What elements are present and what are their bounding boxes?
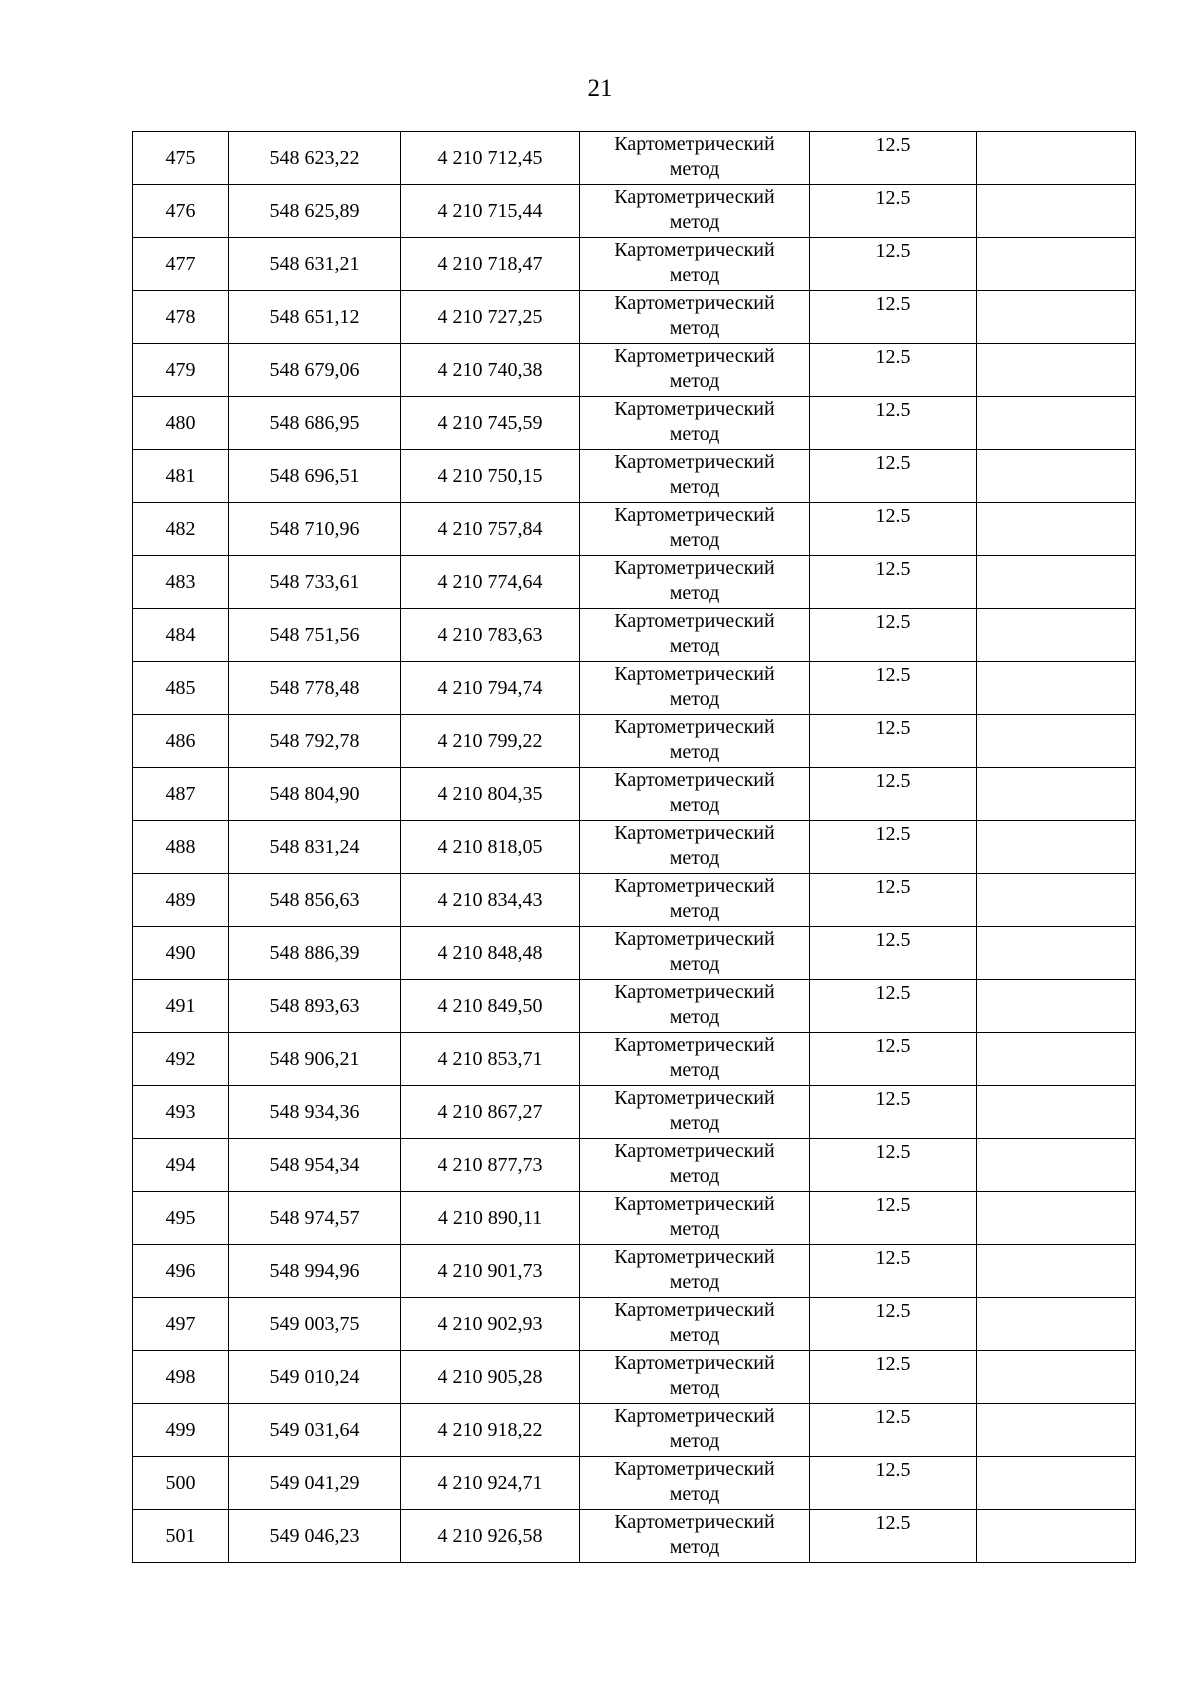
point-number-cell: 487 xyxy=(133,768,229,821)
x-coordinate-cell: 548 625,89 xyxy=(229,185,401,238)
y-coordinate-cell: 4 210 905,28 xyxy=(401,1351,580,1404)
method-line-2: метод xyxy=(669,1483,720,1505)
accuracy-cell: 12.5 xyxy=(810,556,977,609)
note-cell xyxy=(977,238,1136,291)
accuracy-cell: 12.5 xyxy=(810,662,977,715)
y-coordinate-cell: 4 210 799,22 xyxy=(401,715,580,768)
x-coordinate-cell: 548 886,39 xyxy=(229,927,401,980)
accuracy-cell: 12.5 xyxy=(810,238,977,291)
method-line-2: метод xyxy=(669,370,720,392)
y-coordinate-cell: 4 210 783,63 xyxy=(401,609,580,662)
x-coordinate-cell: 549 031,64 xyxy=(229,1404,401,1457)
note-cell xyxy=(977,1404,1136,1457)
table-row xyxy=(133,291,1136,344)
method-cell xyxy=(580,556,810,609)
table-row xyxy=(133,1192,1136,1245)
note-cell xyxy=(977,344,1136,397)
accuracy-cell: 12.5 xyxy=(810,185,977,238)
table-row xyxy=(133,768,1136,821)
method-line-2: метод xyxy=(669,476,720,498)
method-line-2: метод xyxy=(669,211,720,233)
point-number-cell: 485 xyxy=(133,662,229,715)
method-cell xyxy=(580,927,810,980)
method-line-2: метод xyxy=(669,158,720,180)
point-number-cell: 491 xyxy=(133,980,229,1033)
method-line-1: Картометрический xyxy=(614,1087,775,1109)
method-cell xyxy=(580,1510,810,1563)
point-number-cell: 501 xyxy=(133,1510,229,1563)
accuracy-cell: 12.5 xyxy=(810,1351,977,1404)
point-number-cell: 495 xyxy=(133,1192,229,1245)
y-coordinate-cell: 4 210 727,25 xyxy=(401,291,580,344)
table-row xyxy=(133,1457,1136,1510)
accuracy-cell: 12.5 xyxy=(810,980,977,1033)
x-coordinate-cell: 548 651,12 xyxy=(229,291,401,344)
accuracy-cell: 12.5 xyxy=(810,1404,977,1457)
method-cell xyxy=(580,450,810,503)
note-cell xyxy=(977,715,1136,768)
accuracy-cell: 12.5 xyxy=(810,1510,977,1563)
note-cell xyxy=(977,1139,1136,1192)
method-line-1: Картометрический xyxy=(614,610,775,632)
method-cell xyxy=(580,1033,810,1086)
x-coordinate-cell: 548 751,56 xyxy=(229,609,401,662)
method-line-1: Картометрический xyxy=(614,1352,775,1374)
point-number-cell: 476 xyxy=(133,185,229,238)
accuracy-cell: 12.5 xyxy=(810,344,977,397)
method-line-1: Картометрический xyxy=(614,769,775,791)
method-cell xyxy=(580,132,810,185)
x-coordinate-cell: 548 934,36 xyxy=(229,1086,401,1139)
note-cell xyxy=(977,132,1136,185)
table-row xyxy=(133,1086,1136,1139)
method-line-1: Картометрический xyxy=(614,822,775,844)
x-coordinate-cell: 548 679,06 xyxy=(229,344,401,397)
accuracy-cell: 12.5 xyxy=(810,1245,977,1298)
method-cell xyxy=(580,1086,810,1139)
table-row xyxy=(133,715,1136,768)
y-coordinate-cell: 4 210 712,45 xyxy=(401,132,580,185)
method-line-1: Картометрический xyxy=(614,451,775,473)
x-coordinate-cell: 549 041,29 xyxy=(229,1457,401,1510)
method-line-2: метод xyxy=(669,529,720,551)
accuracy-cell: 12.5 xyxy=(810,450,977,503)
x-coordinate-cell: 548 974,57 xyxy=(229,1192,401,1245)
x-coordinate-cell: 548 686,95 xyxy=(229,397,401,450)
note-cell xyxy=(977,980,1136,1033)
method-cell xyxy=(580,662,810,715)
method-cell xyxy=(580,185,810,238)
table-row xyxy=(133,185,1136,238)
x-coordinate-cell: 548 906,21 xyxy=(229,1033,401,1086)
table-row xyxy=(133,927,1136,980)
accuracy-cell: 12.5 xyxy=(810,503,977,556)
note-cell xyxy=(977,1033,1136,1086)
method-cell xyxy=(580,609,810,662)
method-cell xyxy=(580,1404,810,1457)
point-number-cell: 489 xyxy=(133,874,229,927)
x-coordinate-cell: 548 733,61 xyxy=(229,556,401,609)
y-coordinate-cell: 4 210 774,64 xyxy=(401,556,580,609)
table-row xyxy=(133,397,1136,450)
method-line-2: метод xyxy=(669,1536,720,1558)
y-coordinate-cell: 4 210 877,73 xyxy=(401,1139,580,1192)
method-cell xyxy=(580,1245,810,1298)
y-coordinate-cell: 4 210 818,05 xyxy=(401,821,580,874)
point-number-cell: 493 xyxy=(133,1086,229,1139)
table-row xyxy=(133,1139,1136,1192)
table-row xyxy=(133,1510,1136,1563)
method-cell xyxy=(580,1457,810,1510)
method-line-2: метод xyxy=(669,423,720,445)
accuracy-cell: 12.5 xyxy=(810,609,977,662)
point-number-cell: 494 xyxy=(133,1139,229,1192)
y-coordinate-cell: 4 210 804,35 xyxy=(401,768,580,821)
table-row xyxy=(133,238,1136,291)
note-cell xyxy=(977,503,1136,556)
method-line-1: Картометрический xyxy=(614,504,775,526)
y-coordinate-cell: 4 210 848,48 xyxy=(401,927,580,980)
point-number-cell: 500 xyxy=(133,1457,229,1510)
note-cell xyxy=(977,927,1136,980)
accuracy-cell: 12.5 xyxy=(810,132,977,185)
point-number-cell: 477 xyxy=(133,238,229,291)
method-line-2: метод xyxy=(669,264,720,286)
note-cell xyxy=(977,662,1136,715)
y-coordinate-cell: 4 210 867,27 xyxy=(401,1086,580,1139)
point-number-cell: 492 xyxy=(133,1033,229,1086)
method-cell xyxy=(580,238,810,291)
method-line-1: Картометрический xyxy=(614,875,775,897)
method-line-2: метод xyxy=(669,1112,720,1134)
y-coordinate-cell: 4 210 918,22 xyxy=(401,1404,580,1457)
x-coordinate-cell: 548 778,48 xyxy=(229,662,401,715)
x-coordinate-cell: 548 804,90 xyxy=(229,768,401,821)
note-cell xyxy=(977,291,1136,344)
accuracy-cell: 12.5 xyxy=(810,397,977,450)
accuracy-cell: 12.5 xyxy=(810,291,977,344)
method-cell xyxy=(580,715,810,768)
table-row xyxy=(133,662,1136,715)
method-line-2: метод xyxy=(669,847,720,869)
y-coordinate-cell: 4 210 750,15 xyxy=(401,450,580,503)
method-line-1: Картометрический xyxy=(614,1193,775,1215)
note-cell xyxy=(977,556,1136,609)
method-cell xyxy=(580,1139,810,1192)
coordinates-table-body xyxy=(133,132,1136,1563)
method-line-2: метод xyxy=(669,1006,720,1028)
method-line-1: Картометрический xyxy=(614,663,775,685)
note-cell xyxy=(977,1510,1136,1563)
method-cell xyxy=(580,1351,810,1404)
table-row xyxy=(133,344,1136,397)
y-coordinate-cell: 4 210 901,73 xyxy=(401,1245,580,1298)
method-line-1: Картометрический xyxy=(614,292,775,314)
method-line-2: метод xyxy=(669,317,720,339)
x-coordinate-cell: 548 831,24 xyxy=(229,821,401,874)
method-cell xyxy=(580,344,810,397)
note-cell xyxy=(977,1298,1136,1351)
note-cell xyxy=(977,821,1136,874)
x-coordinate-cell: 548 623,22 xyxy=(229,132,401,185)
table-row xyxy=(133,874,1136,927)
note-cell xyxy=(977,768,1136,821)
method-line-2: метод xyxy=(669,900,720,922)
point-number-cell: 479 xyxy=(133,344,229,397)
method-line-2: метод xyxy=(669,1218,720,1240)
accuracy-cell: 12.5 xyxy=(810,927,977,980)
table-row xyxy=(133,1245,1136,1298)
method-line-1: Картометрический xyxy=(614,1511,775,1533)
table-row xyxy=(133,1404,1136,1457)
table-row xyxy=(133,503,1136,556)
x-coordinate-cell: 549 010,24 xyxy=(229,1351,401,1404)
method-line-1: Картометрический xyxy=(614,981,775,1003)
method-line-2: метод xyxy=(669,1165,720,1187)
point-number-cell: 499 xyxy=(133,1404,229,1457)
method-line-1: Картометрический xyxy=(614,186,775,208)
accuracy-cell: 12.5 xyxy=(810,874,977,927)
method-cell xyxy=(580,768,810,821)
method-line-2: метод xyxy=(669,582,720,604)
method-cell xyxy=(580,1192,810,1245)
method-line-1: Картометрический xyxy=(614,398,775,420)
y-coordinate-cell: 4 210 849,50 xyxy=(401,980,580,1033)
table-row xyxy=(133,556,1136,609)
method-line-2: метод xyxy=(669,1377,720,1399)
point-number-cell: 488 xyxy=(133,821,229,874)
table-row xyxy=(133,821,1136,874)
page-number: 21 xyxy=(587,75,613,102)
point-number-cell: 490 xyxy=(133,927,229,980)
note-cell xyxy=(977,1192,1136,1245)
method-line-1: Картометрический xyxy=(614,1246,775,1268)
coordinates-table xyxy=(132,131,1136,1563)
x-coordinate-cell: 549 046,23 xyxy=(229,1510,401,1563)
method-cell xyxy=(580,980,810,1033)
point-number-cell: 497 xyxy=(133,1298,229,1351)
method-line-2: метод xyxy=(669,741,720,763)
y-coordinate-cell: 4 210 718,47 xyxy=(401,238,580,291)
method-line-2: метод xyxy=(669,1430,720,1452)
note-cell xyxy=(977,450,1136,503)
note-cell xyxy=(977,609,1136,662)
method-line-1: Картометрический xyxy=(614,928,775,950)
table-row xyxy=(133,1298,1136,1351)
accuracy-cell: 12.5 xyxy=(810,1457,977,1510)
accuracy-cell: 12.5 xyxy=(810,821,977,874)
y-coordinate-cell: 4 210 853,71 xyxy=(401,1033,580,1086)
note-cell xyxy=(977,397,1136,450)
point-number-cell: 481 xyxy=(133,450,229,503)
accuracy-cell: 12.5 xyxy=(810,1086,977,1139)
y-coordinate-cell: 4 210 740,38 xyxy=(401,344,580,397)
method-line-1: Картометрический xyxy=(614,345,775,367)
y-coordinate-cell: 4 210 926,58 xyxy=(401,1510,580,1563)
accuracy-cell: 12.5 xyxy=(810,715,977,768)
point-number-cell: 498 xyxy=(133,1351,229,1404)
y-coordinate-cell: 4 210 745,59 xyxy=(401,397,580,450)
method-line-2: метод xyxy=(669,953,720,975)
note-cell xyxy=(977,874,1136,927)
y-coordinate-cell: 4 210 902,93 xyxy=(401,1298,580,1351)
table-row xyxy=(133,450,1136,503)
x-coordinate-cell: 548 710,96 xyxy=(229,503,401,556)
method-line-2: метод xyxy=(669,635,720,657)
point-number-cell: 482 xyxy=(133,503,229,556)
note-cell xyxy=(977,1457,1136,1510)
table-row xyxy=(133,609,1136,662)
x-coordinate-cell: 548 696,51 xyxy=(229,450,401,503)
note-cell xyxy=(977,185,1136,238)
x-coordinate-cell: 548 893,63 xyxy=(229,980,401,1033)
x-coordinate-cell: 549 003,75 xyxy=(229,1298,401,1351)
method-cell xyxy=(580,874,810,927)
y-coordinate-cell: 4 210 834,43 xyxy=(401,874,580,927)
table-row xyxy=(133,1351,1136,1404)
method-line-2: метод xyxy=(669,688,720,710)
method-cell xyxy=(580,821,810,874)
y-coordinate-cell: 4 210 757,84 xyxy=(401,503,580,556)
y-coordinate-cell: 4 210 924,71 xyxy=(401,1457,580,1510)
method-line-1: Картометрический xyxy=(614,557,775,579)
accuracy-cell: 12.5 xyxy=(810,1298,977,1351)
x-coordinate-cell: 548 954,34 xyxy=(229,1139,401,1192)
point-number-cell: 484 xyxy=(133,609,229,662)
x-coordinate-cell: 548 856,63 xyxy=(229,874,401,927)
table-row xyxy=(133,1033,1136,1086)
method-line-2: метод xyxy=(669,1324,720,1346)
point-number-cell: 480 xyxy=(133,397,229,450)
method-line-1: Картометрический xyxy=(614,1458,775,1480)
method-line-2: метод xyxy=(669,1271,720,1293)
method-line-1: Картометрический xyxy=(614,1034,775,1056)
note-cell xyxy=(977,1351,1136,1404)
accuracy-cell: 12.5 xyxy=(810,1139,977,1192)
y-coordinate-cell: 4 210 715,44 xyxy=(401,185,580,238)
method-line-1: Картометрический xyxy=(614,1405,775,1427)
point-number-cell: 483 xyxy=(133,556,229,609)
method-cell xyxy=(580,291,810,344)
accuracy-cell: 12.5 xyxy=(810,1033,977,1086)
point-number-cell: 478 xyxy=(133,291,229,344)
point-number-cell: 496 xyxy=(133,1245,229,1298)
point-number-cell: 475 xyxy=(133,132,229,185)
method-cell xyxy=(580,503,810,556)
table-row xyxy=(133,132,1136,185)
accuracy-cell: 12.5 xyxy=(810,768,977,821)
point-number-cell: 486 xyxy=(133,715,229,768)
method-cell xyxy=(580,397,810,450)
method-line-2: метод xyxy=(669,1059,720,1081)
note-cell xyxy=(977,1245,1136,1298)
note-cell xyxy=(977,1086,1136,1139)
x-coordinate-cell: 548 792,78 xyxy=(229,715,401,768)
y-coordinate-cell: 4 210 890,11 xyxy=(401,1192,580,1245)
method-line-1: Картометрический xyxy=(614,716,775,738)
y-coordinate-cell: 4 210 794,74 xyxy=(401,662,580,715)
x-coordinate-cell: 548 994,96 xyxy=(229,1245,401,1298)
x-coordinate-cell: 548 631,21 xyxy=(229,238,401,291)
accuracy-cell: 12.5 xyxy=(810,1192,977,1245)
method-cell xyxy=(580,1298,810,1351)
method-line-1: Картометрический xyxy=(614,1299,775,1321)
method-line-1: Картометрический xyxy=(614,133,775,155)
method-line-2: метод xyxy=(669,794,720,816)
table-row xyxy=(133,980,1136,1033)
method-line-1: Картометрический xyxy=(614,1140,775,1162)
method-line-1: Картометрический xyxy=(614,239,775,261)
